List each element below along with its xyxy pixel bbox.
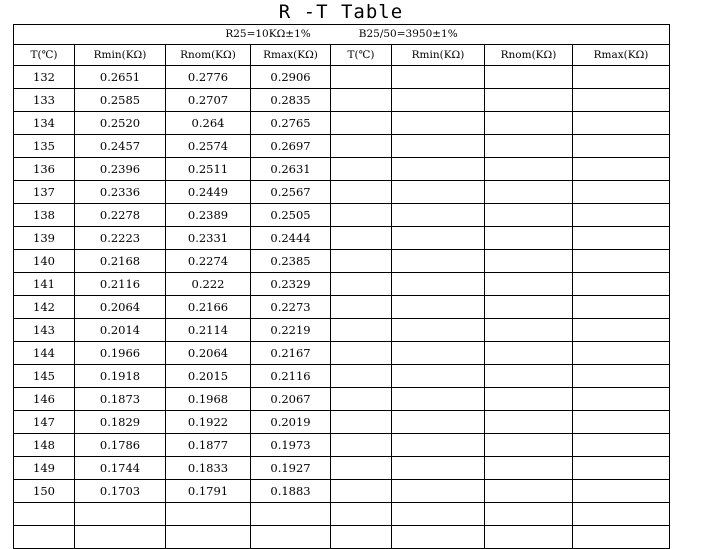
table-cell — [573, 457, 670, 480]
table-row — [14, 296, 670, 319]
table-cell: 139 — [14, 227, 75, 250]
table-cell: 0.2274 — [166, 250, 251, 273]
table-cell: 0.2765 — [251, 112, 331, 135]
header-cell: Rmax(KΩ) — [251, 45, 331, 66]
table-cell: 0.2444 — [251, 227, 331, 250]
table-cell: 0.1966 — [75, 342, 166, 365]
table-row — [14, 250, 670, 273]
table-cell: 0.2835 — [251, 89, 331, 112]
table-cell — [392, 89, 485, 112]
table-cell — [573, 250, 670, 273]
header-cell: Rmax(KΩ) — [573, 45, 670, 66]
header-cell: T(℃) — [331, 45, 392, 66]
table-cell: 0.2585 — [75, 89, 166, 112]
table-cell: 0.2278 — [75, 204, 166, 227]
table-row — [14, 411, 670, 434]
table-row — [14, 204, 670, 227]
table-cell: 147 — [14, 411, 75, 434]
table-cell: 0.2014 — [75, 319, 166, 342]
table-cell — [573, 411, 670, 434]
table-cell — [573, 296, 670, 319]
table-row — [14, 89, 670, 112]
spec-b2550: B25/50=3950±1% — [358, 28, 458, 40]
table-cell: 134 — [14, 112, 75, 135]
table-cell: 0.2651 — [75, 66, 166, 89]
table-cell: 0.2385 — [251, 250, 331, 273]
table-cell: 0.2574 — [166, 135, 251, 158]
table-cell — [75, 526, 166, 549]
table-row — [14, 434, 670, 457]
table-cell: 0.2449 — [166, 181, 251, 204]
table-cell — [166, 526, 251, 549]
table-cell: 0.1873 — [75, 388, 166, 411]
table-cell — [485, 296, 573, 319]
table-cell — [14, 503, 75, 526]
table-cell — [392, 227, 485, 250]
table-cell — [331, 135, 392, 158]
table-row — [14, 503, 670, 526]
table-cell: 142 — [14, 296, 75, 319]
table-cell: 145 — [14, 365, 75, 388]
header-row — [14, 45, 670, 66]
table-cell — [331, 457, 392, 480]
table-cell — [331, 89, 392, 112]
header-cell: Rnom(KΩ) — [166, 45, 251, 66]
table-cell — [485, 434, 573, 457]
table-cell — [485, 526, 573, 549]
table-cell: 0.1703 — [75, 480, 166, 503]
table-cell: 138 — [14, 204, 75, 227]
table-cell: 0.2511 — [166, 158, 251, 181]
table-cell: 0.1968 — [166, 388, 251, 411]
table-cell — [331, 66, 392, 89]
table-cell: 0.2273 — [251, 296, 331, 319]
table-cell — [392, 112, 485, 135]
table-cell — [573, 434, 670, 457]
table-cell — [485, 158, 573, 181]
table-cell: 0.222 — [166, 273, 251, 296]
table-cell: 137 — [14, 181, 75, 204]
table-row — [14, 227, 670, 250]
table-cell: 0.2336 — [75, 181, 166, 204]
table-cell — [392, 181, 485, 204]
table-cell — [331, 296, 392, 319]
table-row — [14, 181, 670, 204]
table-cell — [251, 503, 331, 526]
table-cell — [485, 204, 573, 227]
table-cell: 0.2166 — [166, 296, 251, 319]
table-cell: 0.2168 — [75, 250, 166, 273]
table-cell — [331, 365, 392, 388]
table-cell — [392, 273, 485, 296]
table-cell — [331, 227, 392, 250]
table-row — [14, 457, 670, 480]
table-cell: 0.2906 — [251, 66, 331, 89]
table-row — [14, 480, 670, 503]
table-row — [14, 388, 670, 411]
table-cell: 0.1973 — [251, 434, 331, 457]
table-cell — [485, 319, 573, 342]
table-cell — [392, 319, 485, 342]
table-cell — [331, 503, 392, 526]
spec-r25: R25=10KΩ±1% — [225, 28, 311, 40]
table-row — [14, 319, 670, 342]
table-cell — [485, 480, 573, 503]
table-cell — [331, 411, 392, 434]
table-cell — [573, 526, 670, 549]
table-cell — [251, 526, 331, 549]
table-cell — [485, 227, 573, 250]
table-cell: 0.1877 — [166, 434, 251, 457]
table-cell — [331, 112, 392, 135]
table-cell — [485, 112, 573, 135]
table-cell — [573, 365, 670, 388]
table-cell: 0.1927 — [251, 457, 331, 480]
table-cell: 0.2064 — [75, 296, 166, 319]
table-cell — [573, 503, 670, 526]
table-cell — [485, 457, 573, 480]
table-cell: 0.1883 — [251, 480, 331, 503]
table-row — [14, 526, 670, 549]
table-cell: 146 — [14, 388, 75, 411]
table-cell — [14, 526, 75, 549]
table-cell — [573, 342, 670, 365]
table-cell — [392, 342, 485, 365]
table-cell: 0.2116 — [75, 273, 166, 296]
table-cell — [392, 158, 485, 181]
table-cell: 0.2396 — [75, 158, 166, 181]
table-cell — [573, 181, 670, 204]
table-cell: 0.2567 — [251, 181, 331, 204]
table-cell — [392, 480, 485, 503]
table-cell: 0.2219 — [251, 319, 331, 342]
table-cell: 0.264 — [166, 112, 251, 135]
table-cell: 143 — [14, 319, 75, 342]
table-cell — [485, 342, 573, 365]
table-cell: 132 — [14, 66, 75, 89]
table-cell — [331, 158, 392, 181]
header-cell: T(℃) — [14, 45, 75, 66]
header-cell: Rmin(KΩ) — [75, 45, 166, 66]
table-cell — [573, 227, 670, 250]
table-cell — [331, 526, 392, 549]
table-cell — [573, 89, 670, 112]
table-cell: 0.1744 — [75, 457, 166, 480]
table-cell — [331, 181, 392, 204]
table-cell — [485, 181, 573, 204]
table-cell — [331, 250, 392, 273]
table-cell: 0.1918 — [75, 365, 166, 388]
table-row — [14, 342, 670, 365]
table-cell: 141 — [14, 273, 75, 296]
table-cell — [392, 66, 485, 89]
table-cell — [573, 204, 670, 227]
table-cell — [331, 342, 392, 365]
table-cell — [485, 365, 573, 388]
table-cell — [392, 296, 485, 319]
table-cell: 0.2167 — [251, 342, 331, 365]
table-row — [14, 112, 670, 135]
table-cell — [485, 135, 573, 158]
table-cell: 149 — [14, 457, 75, 480]
table-cell: 135 — [14, 135, 75, 158]
table-cell: 0.2389 — [166, 204, 251, 227]
table-cell: 133 — [14, 89, 75, 112]
table-cell — [392, 365, 485, 388]
table-cell — [485, 503, 573, 526]
table-cell — [573, 135, 670, 158]
table-cell — [392, 503, 485, 526]
table-cell — [392, 250, 485, 273]
table-cell — [573, 112, 670, 135]
table-cell — [573, 388, 670, 411]
table-cell: 0.2697 — [251, 135, 331, 158]
table-row — [14, 66, 670, 89]
table-cell — [485, 250, 573, 273]
table-cell: 136 — [14, 158, 75, 181]
table-cell — [331, 319, 392, 342]
table-cell — [392, 457, 485, 480]
table-row — [14, 273, 670, 296]
table-cell: 0.2019 — [251, 411, 331, 434]
table-cell: 0.2067 — [251, 388, 331, 411]
table-cell — [573, 158, 670, 181]
table-cell — [485, 388, 573, 411]
table-cell: 0.2505 — [251, 204, 331, 227]
table-cell — [392, 434, 485, 457]
table-cell — [331, 480, 392, 503]
table-row — [14, 158, 670, 181]
table-cell — [573, 319, 670, 342]
table-cell: 0.2114 — [166, 319, 251, 342]
table-cell — [485, 66, 573, 89]
table-cell — [392, 411, 485, 434]
table-cell: 0.2223 — [75, 227, 166, 250]
table-cell: 0.1833 — [166, 457, 251, 480]
table-cell: 0.2776 — [166, 66, 251, 89]
table-cell: 0.2520 — [75, 112, 166, 135]
table-row — [14, 135, 670, 158]
table-cell — [166, 503, 251, 526]
table-cell: 148 — [14, 434, 75, 457]
table-cell: 0.2707 — [166, 89, 251, 112]
table-cell — [331, 204, 392, 227]
table-cell — [573, 480, 670, 503]
table-cell: 150 — [14, 480, 75, 503]
table-cell — [331, 388, 392, 411]
table-cell — [573, 273, 670, 296]
table-cell: 144 — [14, 342, 75, 365]
table-cell: 0.2064 — [166, 342, 251, 365]
table-cell: 140 — [14, 250, 75, 273]
table-cell: 0.2631 — [251, 158, 331, 181]
header-cell: Rmin(KΩ) — [392, 45, 485, 66]
table-cell: 0.2116 — [251, 365, 331, 388]
table-cell — [392, 135, 485, 158]
table-cell — [75, 503, 166, 526]
table-cell: 0.1786 — [75, 434, 166, 457]
spec-cell — [14, 25, 670, 45]
table-title: R -T Table — [278, 1, 404, 23]
table-cell — [331, 434, 392, 457]
table-cell — [485, 89, 573, 112]
header-cell: Rnom(KΩ) — [485, 45, 573, 66]
table-cell — [331, 273, 392, 296]
table-cell: 0.2329 — [251, 273, 331, 296]
table-cell: 0.2015 — [166, 365, 251, 388]
table-cell: 0.2331 — [166, 227, 251, 250]
table-cell — [392, 388, 485, 411]
table-row — [14, 365, 670, 388]
rt-table — [13, 24, 670, 549]
table-cell: 0.1829 — [75, 411, 166, 434]
table-cell: 0.1922 — [166, 411, 251, 434]
table-cell — [485, 273, 573, 296]
spec-row — [14, 25, 670, 45]
table-cell — [573, 66, 670, 89]
table-cell: 0.1791 — [166, 480, 251, 503]
table-cell — [392, 204, 485, 227]
table-cell — [392, 526, 485, 549]
table-cell — [485, 411, 573, 434]
table-cell: 0.2457 — [75, 135, 166, 158]
